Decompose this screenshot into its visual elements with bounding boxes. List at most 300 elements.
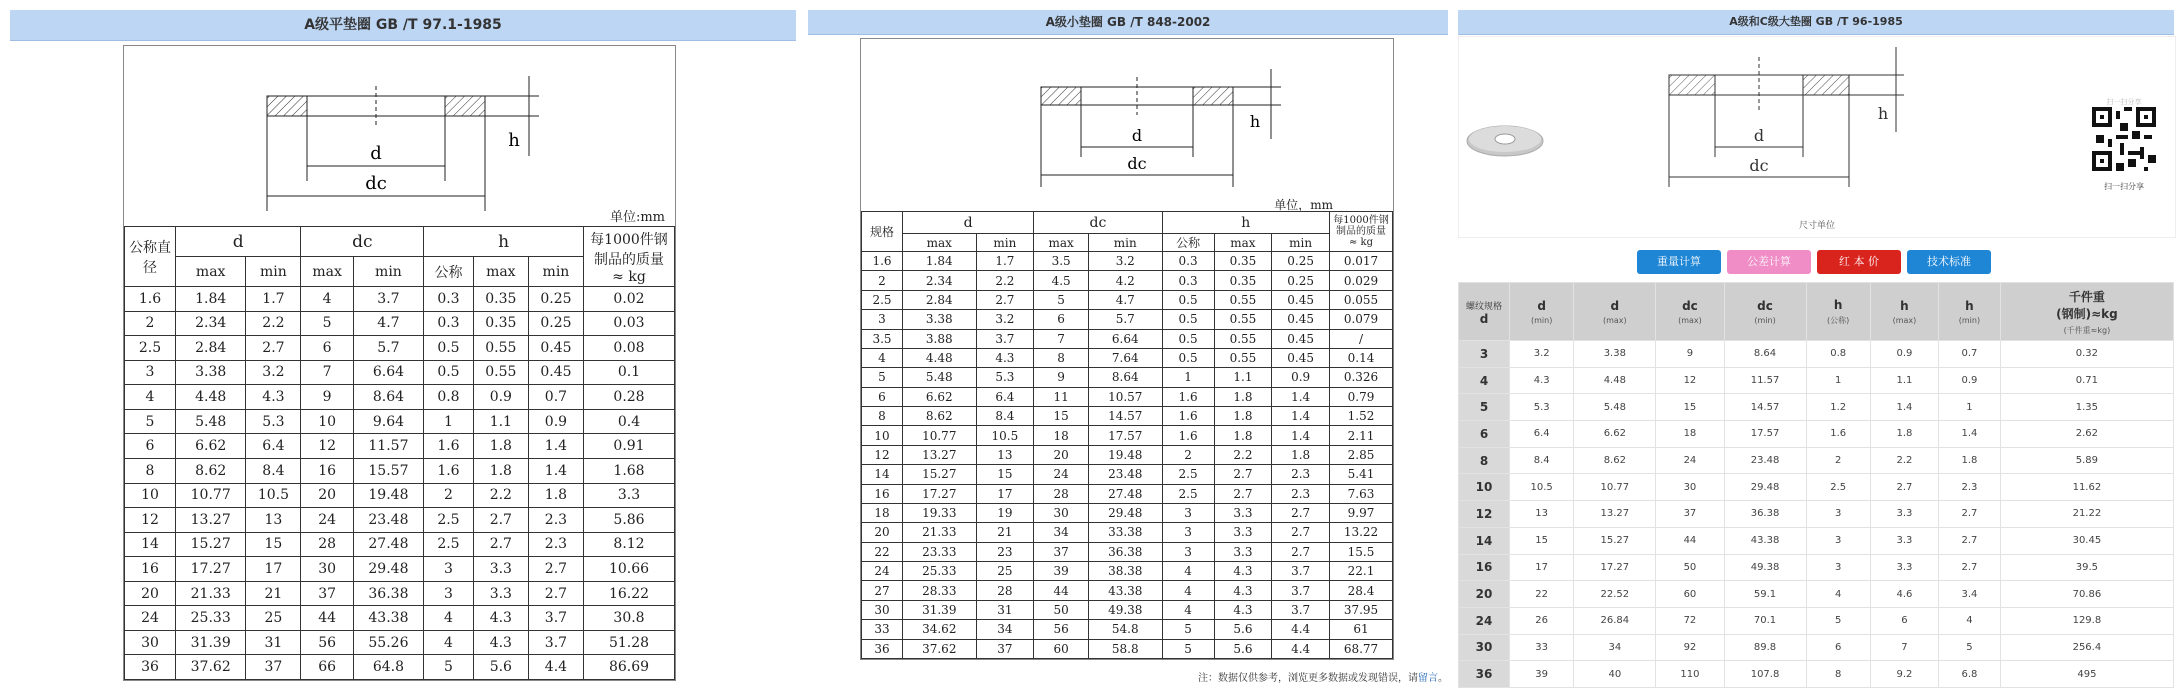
- table-cell: 24: [301, 508, 353, 533]
- row-spec: 14: [862, 465, 903, 484]
- table-cell: 2.7: [473, 508, 528, 533]
- table-cell: 5.89: [2000, 447, 2173, 474]
- table-cell: 56: [301, 630, 353, 655]
- table-cell: 6.4: [976, 387, 1034, 406]
- table-cell: 23.48: [1088, 465, 1162, 484]
- data-note: [1198, 669, 1448, 684]
- table-cell: 26.84: [1574, 607, 1656, 634]
- table-cell: 5: [1162, 620, 1214, 639]
- row-spec: 12: [862, 445, 903, 464]
- row-spec: 24: [125, 606, 176, 631]
- table-cell: 2.7: [1939, 554, 2001, 581]
- table-row: [862, 426, 1393, 445]
- table-cell: 2.85: [1330, 445, 1393, 464]
- table-cell: 2.2: [246, 311, 301, 336]
- table-row: [125, 532, 675, 557]
- table-cell: 9: [301, 385, 353, 410]
- table-cell: 110: [1656, 661, 1724, 688]
- table-cell: 2.7: [1214, 465, 1272, 484]
- table-cell: 17.27: [1574, 554, 1656, 581]
- table-row: [125, 287, 675, 312]
- table-cell: 4.6: [1870, 581, 1938, 608]
- row-spec: 10: [862, 426, 903, 445]
- table-cell: 5: [424, 655, 474, 680]
- table-cell: 28.4: [1330, 581, 1393, 600]
- table-cell: 11.57: [1724, 367, 1806, 394]
- table-cell: 1.35: [2000, 394, 2173, 421]
- table-cell: 1.6: [1162, 387, 1214, 406]
- table-cell: 5.6: [1214, 620, 1272, 639]
- col-dc: dc: [1034, 212, 1162, 234]
- table-cell: 68.77: [1330, 639, 1393, 659]
- col-weight: [1330, 212, 1393, 252]
- table-cell: 3.3: [1214, 542, 1272, 561]
- table-cell: 1.4: [1870, 394, 1938, 421]
- table-cell: 20: [301, 483, 353, 508]
- table-row: [125, 409, 675, 434]
- table-cell: 60: [1034, 639, 1089, 659]
- table-cell: 17: [246, 557, 301, 582]
- table-cell: 0.3: [1162, 271, 1214, 290]
- tolerance-calc-button[interactable]: 公差计算: [1727, 250, 1811, 274]
- header-main: dc: [1682, 298, 1698, 313]
- table-cell: 19.48: [1088, 445, 1162, 464]
- table-cell: 39: [1034, 562, 1089, 581]
- table-row: [1459, 661, 2174, 688]
- table-cell: 6.64: [353, 360, 423, 385]
- table-cell: 29.48: [1088, 503, 1162, 522]
- table-cell: 1.6: [1162, 407, 1214, 426]
- table-cell: 0.32: [2000, 341, 2173, 368]
- table-cell: 0.5: [1162, 310, 1214, 329]
- table-row: [125, 360, 675, 385]
- table-cell: 3.4: [1939, 581, 2001, 608]
- row-spec: 3: [1459, 341, 1510, 368]
- table-cell: 4.48: [176, 385, 246, 410]
- table-cell: 4: [301, 287, 353, 312]
- table-cell: 0.02: [584, 287, 675, 312]
- table-cell: 22: [1510, 581, 1574, 608]
- table-cell: 37.62: [176, 655, 246, 680]
- row-spec: 36: [1459, 661, 1510, 688]
- table-cell: 2.7: [976, 290, 1034, 309]
- table-cell: 5.3: [1510, 394, 1574, 421]
- table-cell: 6.62: [176, 434, 246, 459]
- table-cell: 8: [1034, 348, 1089, 367]
- table-cell: 50: [1034, 600, 1089, 619]
- table-cell: 2.2: [1870, 447, 1938, 474]
- table-cell: 8.64: [1088, 368, 1162, 387]
- table-cell: 0.326: [1330, 368, 1393, 387]
- row-spec: 16: [1459, 554, 1510, 581]
- table-cell: 3.7: [528, 606, 583, 631]
- table-cell: 0.35: [473, 287, 528, 312]
- table-cell: 7.63: [1330, 484, 1393, 503]
- table-cell: 66: [301, 655, 353, 680]
- table-cell: 0.3: [1162, 252, 1214, 271]
- row-spec: 1.6: [125, 287, 176, 312]
- note-link[interactable]: 留言: [1418, 673, 1438, 684]
- table-row: [862, 329, 1393, 348]
- table-cell: 11: [1034, 387, 1089, 406]
- small-washer-card: [860, 38, 1394, 660]
- row-spec: 12: [125, 508, 176, 533]
- table-row: [1459, 501, 2174, 528]
- table-row: [125, 458, 675, 483]
- table-cell: 0.45: [1272, 310, 1330, 329]
- row-spec: 3: [862, 310, 903, 329]
- table-cell: 3.3: [1214, 523, 1272, 542]
- diagram-label-dc: dc: [365, 173, 387, 194]
- table-cell: 3.3: [473, 557, 528, 582]
- table-cell: 23: [976, 542, 1034, 561]
- table-cell: 0.55: [1214, 348, 1272, 367]
- table-cell: 49.38: [1088, 600, 1162, 619]
- table-cell: 5.7: [353, 336, 423, 361]
- table-cell: 25: [246, 606, 301, 631]
- table-cell: 14.57: [1088, 407, 1162, 426]
- col-h: h: [424, 227, 584, 257]
- table-cell: 6: [1034, 310, 1089, 329]
- sub-min: min: [353, 257, 423, 287]
- table-cell: 34: [976, 620, 1034, 639]
- table-cell: 0.03: [584, 311, 675, 336]
- table-cell: 37.95: [1330, 600, 1393, 619]
- header-main: d: [1537, 298, 1546, 313]
- table-cell: 0.5: [1162, 329, 1214, 348]
- table-cell: 2.7: [528, 557, 583, 582]
- table-cell: 21.22: [2000, 501, 2173, 528]
- table-cell: 0.45: [1272, 290, 1330, 309]
- table-cell: 3.3: [473, 581, 528, 606]
- table-cell: 4.48: [903, 348, 977, 367]
- table-cell: 4.7: [353, 311, 423, 336]
- table-cell: 2: [1162, 445, 1214, 464]
- col-spec: 规格: [862, 212, 903, 252]
- table-cell: 0.35: [1214, 252, 1272, 271]
- col-weight-text: 每1000件钢制品的质量: [1333, 215, 1389, 237]
- row-spec: 24: [1459, 607, 1510, 634]
- table-cell: 0.79: [1330, 387, 1393, 406]
- table-cell: 24: [1034, 465, 1089, 484]
- table-cell: 5: [301, 311, 353, 336]
- table-cell: 25: [976, 562, 1034, 581]
- header-main: 螺纹规格: [1465, 301, 1502, 312]
- table-cell: 17.57: [1088, 426, 1162, 445]
- table-cell: 1.4: [1272, 407, 1330, 426]
- table-cell: 5: [1162, 639, 1214, 659]
- table-row: [125, 557, 675, 582]
- large-washer-rows: [1459, 341, 2174, 688]
- table-cell: 2.3: [528, 508, 583, 533]
- table-cell: 3.88: [903, 329, 977, 348]
- table-cell: 36.38: [353, 581, 423, 606]
- table-cell: 33: [1510, 634, 1574, 661]
- table-cell: 3.38: [176, 360, 246, 385]
- table-cell: 0.91: [584, 434, 675, 459]
- table-cell: 2.5: [1162, 465, 1214, 484]
- table-cell: 1.8: [1214, 387, 1272, 406]
- table-cell: 15: [976, 465, 1034, 484]
- table-cell: 5: [1034, 290, 1089, 309]
- table-cell: 15.27: [1574, 527, 1656, 554]
- table-cell: 58.8: [1088, 639, 1162, 659]
- table-cell: 30.45: [2000, 527, 2173, 554]
- table-cell: 3: [1162, 542, 1214, 561]
- table-cell: 1.1: [1870, 367, 1938, 394]
- table-cell: /: [1330, 329, 1393, 348]
- table-cell: 9.2: [1870, 661, 1938, 688]
- table-row: [862, 600, 1393, 619]
- table-cell: 0.1: [584, 360, 675, 385]
- table-cell: 2.84: [903, 290, 977, 309]
- table-cell: 4.4: [1272, 639, 1330, 659]
- diagram-label-d: d: [1131, 126, 1143, 145]
- table-row: [1459, 634, 2174, 661]
- table-cell: 28: [301, 532, 353, 557]
- table-row: [125, 336, 675, 361]
- header-main: dc: [1757, 298, 1773, 313]
- table-cell: 23.48: [1724, 447, 1806, 474]
- header-sub: (min): [1754, 315, 1776, 325]
- table-cell: 2.3: [1272, 484, 1330, 503]
- table-cell: 2.34: [903, 271, 977, 290]
- table-cell: 4.5: [1034, 271, 1089, 290]
- table-cell: 0.35: [1214, 271, 1272, 290]
- row-spec: 1.6: [862, 252, 903, 271]
- table-cell: 0.029: [1330, 271, 1393, 290]
- row-spec: 14: [125, 532, 176, 557]
- table-cell: 23.48: [353, 508, 423, 533]
- table-cell: 2.62: [2000, 421, 2173, 448]
- table-cell: 1.8: [1870, 421, 1938, 448]
- table-cell: 5: [1806, 607, 1870, 634]
- table-cell: 19.33: [903, 503, 977, 522]
- table-cell: 27.48: [1088, 484, 1162, 503]
- table-cell: 2.7: [1870, 474, 1938, 501]
- table-cell: 10: [301, 409, 353, 434]
- table-cell: 4.2: [1088, 271, 1162, 290]
- diagram-label-dc: dc: [1749, 156, 1769, 175]
- table-cell: 33.38: [1088, 523, 1162, 542]
- table-cell: 40: [1574, 661, 1656, 688]
- table-cell: 13: [1510, 501, 1574, 528]
- row-spec: 24: [862, 562, 903, 581]
- table-cell: 34.62: [903, 620, 977, 639]
- table-cell: 5.48: [903, 368, 977, 387]
- table-cell: 22.52: [1574, 581, 1656, 608]
- table-cell: 9: [1656, 341, 1724, 368]
- table-cell: 37.62: [903, 639, 977, 659]
- table-row: [1459, 394, 2174, 421]
- table-cell: 4: [1806, 581, 1870, 608]
- table-cell: 2.3: [1939, 474, 2001, 501]
- col-d: d: [176, 227, 301, 257]
- table-cell: 3.7: [1272, 581, 1330, 600]
- table-cell: 0.55: [1214, 329, 1272, 348]
- table-cell: 18: [1034, 426, 1089, 445]
- table-row: [1459, 607, 2174, 634]
- table-row: [125, 606, 675, 631]
- column-header: [1510, 283, 1574, 341]
- panel-title: A级小垫圈 GB /T 848-2002: [808, 10, 1448, 35]
- table-row: [125, 385, 675, 410]
- table-cell: 59.1: [1724, 581, 1806, 608]
- col-dc: dc: [301, 227, 424, 257]
- table-cell: 4.3: [473, 606, 528, 631]
- table-cell: 4: [424, 630, 474, 655]
- table-cell: 3.2: [976, 310, 1034, 329]
- row-spec: 36: [125, 655, 176, 680]
- row-spec: 36: [862, 639, 903, 659]
- table-cell: 17: [976, 484, 1034, 503]
- table-cell: 2.7: [1272, 542, 1330, 561]
- row-spec: 2.5: [862, 290, 903, 309]
- table-row: [1459, 341, 2174, 368]
- table-row: [862, 387, 1393, 406]
- table-cell: 0.9: [1939, 367, 2001, 394]
- weight-calc-button[interactable]: 重量计算: [1637, 250, 1721, 274]
- col-weight-unit: ≈ kg: [612, 268, 646, 285]
- table-cell: 2.34: [176, 311, 246, 336]
- qr-share[interactable]: [2089, 97, 2159, 192]
- table-cell: 31: [246, 630, 301, 655]
- table-cell: 6.62: [903, 387, 977, 406]
- table-row: [125, 311, 675, 336]
- table-cell: 21: [976, 523, 1034, 542]
- table-cell: 1.7: [246, 287, 301, 312]
- table-cell: 6.4: [246, 434, 301, 459]
- table-cell: 18: [1656, 421, 1724, 448]
- table-row: [862, 484, 1393, 503]
- table-cell: 12: [301, 434, 353, 459]
- table-cell: 1.4: [528, 458, 583, 483]
- header-second: d: [1479, 311, 1489, 326]
- table-cell: 1.68: [584, 458, 675, 483]
- row-spec: 6: [1459, 421, 1510, 448]
- table-cell: 30: [1656, 474, 1724, 501]
- table-cell: 1.4: [1272, 387, 1330, 406]
- table-cell: 0.5: [1162, 348, 1214, 367]
- table-cell: 39.5: [2000, 554, 2173, 581]
- table-cell: 3.38: [903, 310, 977, 329]
- column-header: [1574, 283, 1656, 341]
- col-weight-unit: ≈ kg: [1348, 237, 1374, 248]
- tech-standard-button[interactable]: 技术标准: [1907, 250, 1991, 274]
- table-cell: 10.57: [1088, 387, 1162, 406]
- table-cell: 4.7: [1088, 290, 1162, 309]
- table-cell: 3.5: [1034, 252, 1089, 271]
- table-cell: 29.48: [1724, 474, 1806, 501]
- table-cell: 89.8: [1724, 634, 1806, 661]
- column-header: [2000, 283, 2173, 341]
- row-spec: 16: [125, 557, 176, 582]
- table-cell: 16: [301, 458, 353, 483]
- note-text: 注：数据仅供参考，浏览更多数据或发现错误，请: [1198, 673, 1418, 684]
- table-cell: 29.48: [353, 557, 423, 582]
- table-cell: 1.4: [1939, 421, 2001, 448]
- table-cell: 0.7: [528, 385, 583, 410]
- table-cell: 21.33: [176, 581, 246, 606]
- table-cell: 25.33: [176, 606, 246, 631]
- red-book-price-button[interactable]: 红 本 价: [1817, 250, 1901, 274]
- table-row: [862, 581, 1393, 600]
- large-washer-header: [1459, 283, 2174, 341]
- table-cell: 10.5: [976, 426, 1034, 445]
- table-cell: 15: [1510, 527, 1574, 554]
- table-cell: 1.84: [903, 252, 977, 271]
- panel-title: A级平垫圈 GB /T 97.1-1985: [10, 10, 796, 41]
- row-spec: 5: [125, 409, 176, 434]
- table-cell: 2.5: [1806, 474, 1870, 501]
- table-cell: 0.5: [424, 360, 474, 385]
- table-cell: 3: [1806, 554, 1870, 581]
- table-cell: 13: [246, 508, 301, 533]
- table-cell: 4.3: [1214, 562, 1272, 581]
- table-cell: 56: [1034, 620, 1089, 639]
- table-cell: 0.9: [1272, 368, 1330, 387]
- panel-title: A级和C级大垫圈 GB /T 96-1985: [1458, 10, 2174, 35]
- table-cell: 2.3: [1272, 465, 1330, 484]
- table-cell: 13.27: [903, 445, 977, 464]
- row-spec: 8: [1459, 447, 1510, 474]
- table-row: [1459, 554, 2174, 581]
- table-cell: 1.6: [424, 458, 474, 483]
- table-row: [1459, 527, 2174, 554]
- diagram-label-h: h: [1249, 112, 1261, 131]
- table-cell: 0.9: [1870, 341, 1938, 368]
- row-spec: 30: [125, 630, 176, 655]
- table-cell: 2.11: [1330, 426, 1393, 445]
- table-cell: 2.5: [1162, 484, 1214, 503]
- sub-min: min: [1088, 234, 1162, 252]
- table-cell: 13.22: [1330, 523, 1393, 542]
- sub-max: max: [301, 257, 353, 287]
- table-cell: 5.3: [976, 368, 1034, 387]
- table-row: [125, 630, 675, 655]
- table-cell: 2.2: [976, 271, 1034, 290]
- table-cell: 3: [1162, 503, 1214, 522]
- table-cell: 1.52: [1330, 407, 1393, 426]
- table-cell: 0.017: [1330, 252, 1393, 271]
- table-cell: 8.12: [584, 532, 675, 557]
- table-cell: 12: [1656, 367, 1724, 394]
- table-row: [862, 407, 1393, 426]
- sub-min: min: [976, 234, 1034, 252]
- table-cell: 70.1: [1724, 607, 1806, 634]
- table-cell: 1.84: [176, 287, 246, 312]
- table-cell: 0.14: [1330, 348, 1393, 367]
- table-cell: 7: [1034, 329, 1089, 348]
- table-cell: 6.4: [1510, 421, 1574, 448]
- table-cell: 1.6: [1162, 426, 1214, 445]
- table-cell: 0.45: [528, 360, 583, 385]
- table-row: [862, 445, 1393, 464]
- table-cell: 495: [2000, 661, 2173, 688]
- diagram-label-d: d: [370, 143, 382, 164]
- flat-washer-table: [124, 226, 675, 680]
- header-sub: (min): [1531, 315, 1553, 325]
- table-cell: 1.8: [473, 434, 528, 459]
- row-spec: 20: [1459, 581, 1510, 608]
- col-weight-text: 每1000件钢制品的质量: [590, 231, 668, 268]
- table-cell: 2.7: [473, 532, 528, 557]
- row-spec: 5: [1459, 394, 1510, 421]
- panel-flat-washer: [10, 0, 796, 41]
- row-spec: 16: [862, 484, 903, 503]
- col-h: h: [1162, 212, 1329, 234]
- table-cell: 3.2: [246, 360, 301, 385]
